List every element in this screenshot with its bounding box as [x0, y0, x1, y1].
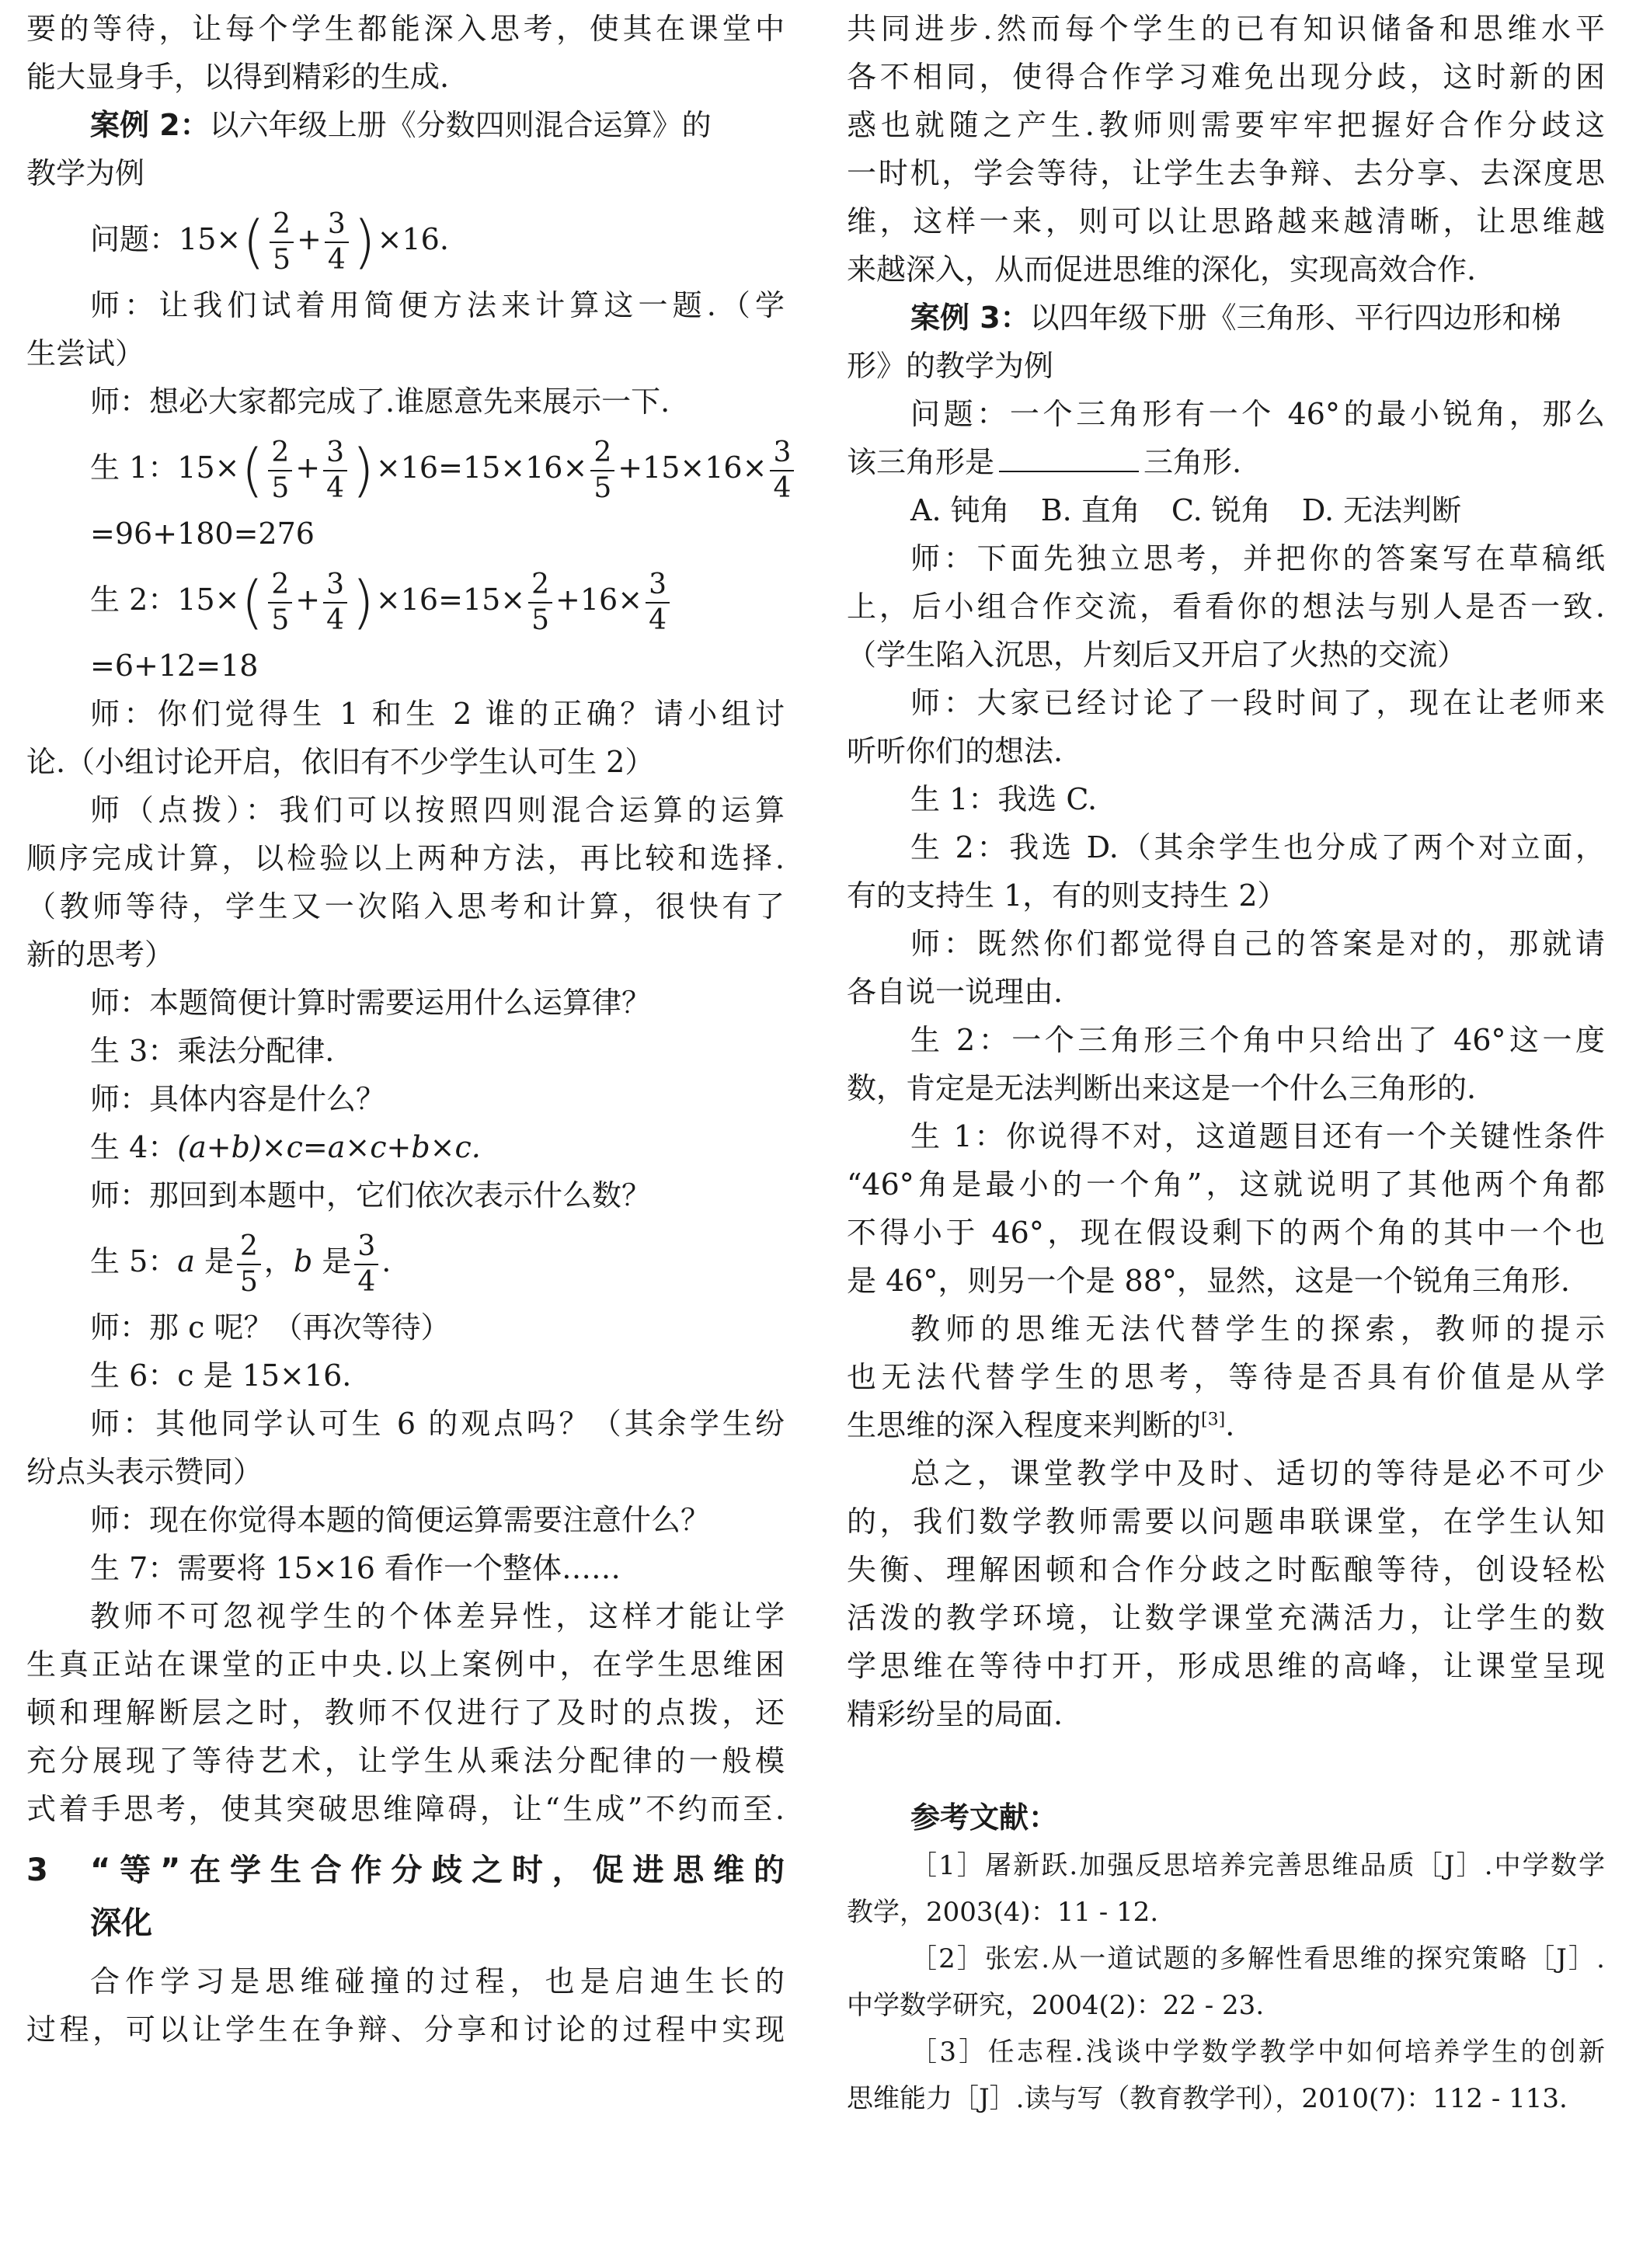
text-line: 顿和理解断层之时，教师不仅进行了及时的点拨，还	[26, 1696, 785, 1730]
student1-result: =96+180=276	[90, 517, 315, 551]
text-line: 师：本题简便计算时需要运用什么运算律？	[90, 986, 652, 1020]
fraction: $\frac{3}{4}$	[325, 207, 349, 277]
text-line: 新的思考）	[26, 937, 175, 972]
case2-heading	[26, 101, 785, 149]
text-line: 也无法代替学生的思考，等待是否具有价值是从学	[847, 1360, 1605, 1394]
text-run: ，	[263, 1244, 294, 1278]
option-d: D. 无法判断	[1301, 493, 1462, 527]
paren-close: )	[352, 437, 374, 504]
text-line: 师：下面先独立思考，并把你的答案写在草稿纸	[910, 541, 1605, 576]
text-run: .	[1225, 1408, 1235, 1442]
math-text: ×16	[375, 450, 439, 485]
fraction: $\frac{3}{4}$	[770, 436, 794, 506]
text-line: 生尝试）	[26, 336, 145, 370]
text-line: 精彩纷呈的局面.	[847, 1697, 1063, 1731]
text-line: 过程，可以让学生在争辩、分享和讨论的过程中实现	[26, 2012, 785, 2047]
section-number: 3	[26, 1852, 48, 1888]
text-line: 师：其他同学认可生 6 的观点吗？（其余学生纷	[90, 1407, 785, 1441]
var-a: a	[177, 1244, 195, 1278]
text-line: 学思维在等待中打开，形成思维的高峰，让课堂呈现	[847, 1649, 1605, 1683]
math-text: 15×	[179, 222, 242, 256]
text-line: 惑也就随之产生.教师则需要牢牢把握好合作分歧这	[847, 108, 1605, 142]
math-text: +15×16×	[618, 450, 768, 485]
fraction: $\frac{3}{4}$	[646, 568, 670, 638]
text-line: 问题：一个三角形有一个 46°的最小锐角，那么	[910, 397, 1605, 431]
paren-close: )	[352, 569, 374, 636]
text-line: 总之，课堂教学中及时、适切的等待是必不可少	[910, 1456, 1605, 1491]
fraction: $\frac{2}{5}$	[237, 1230, 261, 1299]
math-text: +	[295, 450, 321, 485]
right-column	[847, 5, 1605, 2122]
text-line: 活泼的教学环境，让数学课堂充满活力，让学生的数	[847, 1601, 1605, 1635]
text-line: 论.（小组讨论开启，依旧有不少学生认可生 2）	[26, 745, 655, 779]
reference-item-cont: 教学，2003(4)：11 - 12.	[847, 1897, 1159, 1928]
math-text: ×16	[375, 583, 439, 617]
math-text: =15×16×	[438, 450, 588, 485]
section-heading-cont	[26, 1897, 785, 1950]
text-line: 维，这样一来，则可以让思路越来越清晰，让思维越	[847, 204, 1605, 238]
text-line: 师：你们觉得生 1 和生 2 谁的正确？请小组讨	[90, 697, 785, 731]
text-line: 师（点拨）：我们可以按照四则混合运算的运算	[90, 793, 785, 827]
text-line: 生 2：我选 D.（其余学生也分成了两个对立面，	[910, 830, 1605, 864]
question-label: 问题：	[90, 222, 179, 256]
case3-title: 以四年级下册《三角形、平行四边形和梯	[1029, 301, 1561, 335]
text-line: 各自说一说理由.	[847, 975, 1063, 1009]
text-line: 师：现在你觉得本题的简便运算需要注意什么？	[90, 1503, 711, 1537]
distributive-formula: (a+b)×c=a×c+b×c.	[177, 1130, 481, 1164]
text-line: 是 46°，则另一个是 88°，显然，这是一个锐角三角形.	[847, 1264, 1570, 1298]
student5-line	[26, 1219, 785, 1303]
citation-line	[847, 1401, 1605, 1449]
text-line: 师：想必大家都完成了.谁愿意先来展示一下.	[90, 384, 670, 419]
question-formula	[26, 197, 785, 281]
math-text: +	[295, 583, 321, 617]
text-line: 顺序完成计算，以检验以上两种方法，再比较和选择.	[26, 841, 785, 875]
paren-open: (	[241, 569, 264, 636]
text-line: 听听你们的想法.	[847, 734, 1063, 768]
text-line: 纷点头表示赞同）	[26, 1455, 263, 1489]
text-line: 师：既然你们都觉得自己的答案是对的，那就请	[910, 927, 1605, 961]
text-line: 生 1：你说得不对，这道题目还有一个关键性条件	[910, 1119, 1605, 1153]
text-line: 要的等待，让每个学生都能深入思考，使其在课堂中	[26, 12, 785, 46]
fraction: $\frac{3}{4}$	[354, 1230, 378, 1299]
student1-formula	[26, 426, 792, 510]
student4-line	[26, 1123, 785, 1171]
text-line: 师：那 c 呢？（再次等待）	[90, 1310, 451, 1344]
options-line	[847, 486, 1605, 534]
text-line: 教师不可忽视学生的个体差异性，这样才能让学	[90, 1599, 785, 1633]
text-line: 能大显身手，以得到精彩的生成.	[26, 60, 450, 94]
text-line: 生 7：需要将 15×16 看作一个整体……	[90, 1551, 621, 1585]
section-title: “等”在学生合作分歧之时，促进思维的	[90, 1852, 785, 1888]
text-line: 式着手思考，使其突破思维障碍，让“生成”不约而至.	[26, 1792, 785, 1826]
text-line: 生 3：乘法分配律.	[90, 1034, 335, 1068]
math-text: 15×	[177, 583, 240, 617]
reference-item-cont: 思维能力［J］.读与写（教育教学刊），2010(7)：112 - 113.	[847, 2083, 1568, 2114]
text-line: 共同进步.然而每个学生的已有知识储备和思维水平	[847, 12, 1605, 46]
section-title: 深化	[90, 1905, 152, 1941]
math-text: +16×	[555, 583, 643, 617]
text-line: 一时机，学会等待，让学生去争辩、去分享、去深度思	[847, 156, 1605, 190]
paren-open: (	[241, 437, 264, 504]
question-blank-line	[847, 438, 1605, 486]
math-text: ×16.	[377, 222, 449, 256]
case2-title-cont: 教学为例	[26, 156, 145, 190]
text-run: 该三角形是	[847, 445, 995, 479]
text-line: 各不相同，使得合作学习难免出现分歧，这时新的困	[847, 60, 1605, 94]
speaker-label: 生 2：	[90, 583, 178, 617]
speaker-label: 生 5：	[90, 1244, 178, 1278]
case2-label: 案例 2：	[90, 108, 210, 142]
paren-open: (	[242, 208, 266, 276]
citation-ref: [3]	[1201, 1410, 1226, 1430]
text-line: （教师等待，学生又一次陷入思考和计算，很快有了	[26, 889, 785, 924]
student2-formula	[26, 558, 785, 642]
student2-result: =6+12=18	[90, 649, 259, 683]
section-heading	[26, 1844, 785, 1897]
text-line: 上，后小组合作交流，看看你的想法与别人是否一致.	[847, 590, 1605, 624]
reference-item: ［2］张宏.从一道试题的多解性看思维的探究策略［J］.	[910, 1943, 1605, 1974]
text-line: 充分展现了等待艺术，让学生从乘法分配律的一般模	[26, 1744, 785, 1778]
references-heading: 参考文献：	[910, 1800, 1059, 1835]
fraction: $\frac{3}{4}$	[323, 568, 347, 638]
paren-close: )	[353, 208, 376, 276]
text-line: 合作学习是思维碰撞的过程，也是启迪生长的	[90, 1964, 785, 1998]
case2-title: 以六年级上册《分数四则混合运算》的	[209, 108, 712, 142]
fraction: $\frac{2}{5}$	[268, 436, 292, 506]
text-line: 生真正站在课堂的正中央.以上案例中，在学生思维困	[26, 1647, 785, 1682]
text-run: 生思维的深入程度来判断的	[847, 1408, 1202, 1442]
math-text: +	[297, 222, 322, 256]
text-line: 来越深入，从而促进思维的深化，实现高效合作.	[847, 252, 1477, 287]
answer-blank	[999, 444, 1139, 472]
text-line: 失衡、理解困顿和合作分歧之时酝酿等待，创设轻松	[847, 1553, 1605, 1587]
text-line: 教师的思维无法代替学生的探索，教师的提示	[910, 1312, 1605, 1346]
text-line: 师：那回到本题中，它们依次表示什么数？	[90, 1178, 652, 1212]
math-text: 15×	[177, 450, 240, 485]
text-line: 生 6：c 是 15×16.	[90, 1358, 352, 1393]
case3-label: 案例 3：	[910, 301, 1030, 335]
case3-heading	[847, 294, 1605, 342]
reference-item-cont: 中学数学研究，2004(2)：22 - 23.	[847, 1990, 1265, 2021]
math-text: =15×	[438, 583, 526, 617]
text-line: 师：让我们试着用简便方法来计算这一题.（学	[90, 288, 785, 322]
var-b: b	[293, 1244, 313, 1278]
reference-item: ［3］任志程.浅谈中学数学教学中如何培养学生的创新	[910, 2037, 1605, 2068]
left-column	[26, 5, 792, 2054]
reference-item: ［1］屠新跃.加强反思培养完善思维品质［J］.中学数学	[910, 1850, 1605, 1881]
case3-title-cont: 形》的教学为例	[847, 349, 1054, 383]
option-a: A. 钝角	[910, 493, 1010, 527]
text-run: 三角形.	[1143, 445, 1242, 479]
text-line: 的，我们数学教师需要以问题串联课堂，在学生认知	[847, 1504, 1605, 1539]
text-run: 是	[194, 1244, 235, 1278]
fraction: $\frac{2}{5}$	[590, 436, 614, 506]
text-line: “46°角是最小的一个角”，这就说明了其他两个角都	[847, 1167, 1605, 1202]
speaker-label: 生 4：	[90, 1130, 178, 1164]
text-run: 是	[312, 1244, 352, 1278]
fraction: $\frac{2}{5}$	[270, 207, 294, 277]
text-line: 生 1：我选 C.	[910, 782, 1098, 816]
text-line: （学生陷入沉思，片刻后又开启了火热的交流）	[847, 638, 1467, 672]
fraction: $\frac{3}{4}$	[323, 436, 347, 506]
text-line: 数，肯定是无法判断出来这是一个什么三角形的.	[847, 1071, 1477, 1105]
fraction: $\frac{2}{5}$	[268, 568, 292, 638]
text-line: 师：具体内容是什么？	[90, 1082, 386, 1116]
fraction: $\frac{2}{5}$	[528, 568, 552, 638]
speaker-label: 生 1：	[90, 450, 178, 485]
text-line: 生 2：一个三角形三个角中只给出了 46°这一度	[910, 1023, 1605, 1057]
text-run: .	[381, 1244, 392, 1278]
option-c: C. 锐角	[1171, 493, 1271, 527]
text-line: 师：大家已经讨论了一段时间了，现在让老师来	[910, 686, 1605, 720]
text-line: 有的支持生 1，有的则支持生 2）	[847, 878, 1287, 913]
option-b: B. 直角	[1040, 493, 1140, 527]
text-line: 不得小于 46°，现在假设剩下的两个角的其中一个也	[847, 1216, 1605, 1250]
